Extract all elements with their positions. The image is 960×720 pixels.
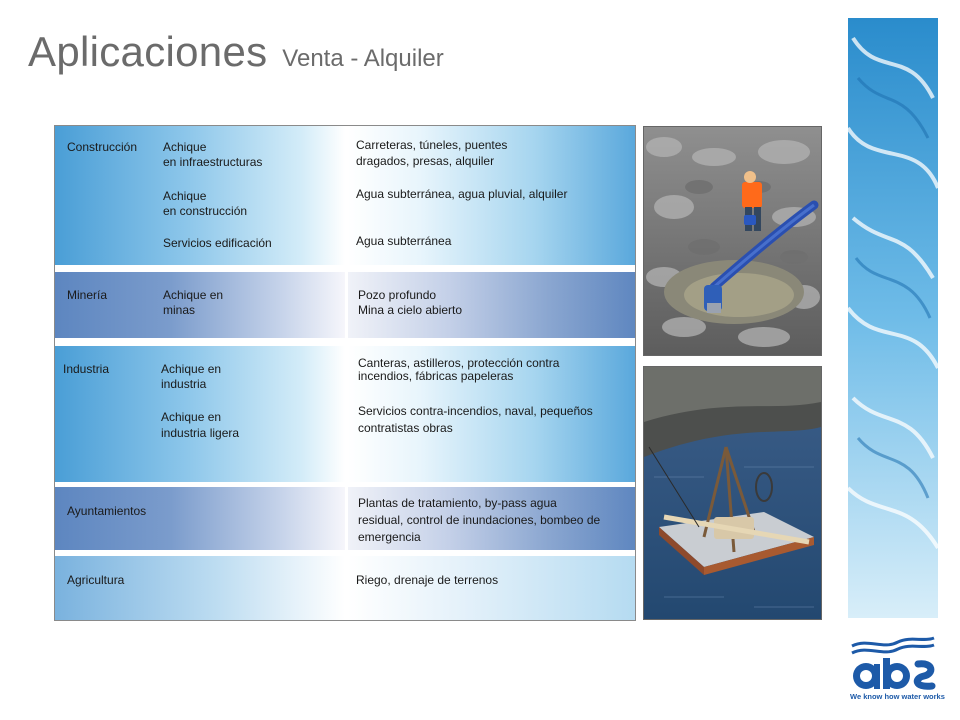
row-industria-right: [348, 346, 635, 482]
use-text: Riego, drenaje de terrenos: [356, 573, 499, 587]
category-label: Construcción: [67, 140, 138, 154]
sub-item: en infraestructuras: [163, 155, 263, 169]
sub-item: Achique: [163, 140, 207, 154]
slide-title-main: Aplicaciones: [28, 28, 268, 75]
sub-item: Achique en: [161, 362, 222, 376]
construction-pump-photo: [643, 126, 822, 356]
sub-item: Achique en: [163, 288, 224, 302]
use-text: Pozo profundo: [358, 288, 437, 302]
water-decoration-strip: [848, 18, 938, 618]
row-agricultura-left: [55, 556, 345, 620]
sub-item: Achique: [163, 189, 207, 203]
construction-photo-illustration: [644, 127, 821, 355]
category-label: Ayuntamientos: [67, 504, 147, 518]
use-text: emergencia: [358, 530, 421, 544]
water-texture-illustration: [848, 18, 938, 618]
sub-item: industria ligera: [161, 426, 240, 440]
category-label: Agricultura: [67, 573, 125, 587]
use-text: Agua subterránea, agua pluvial, alquiler: [356, 187, 568, 201]
sub-item: Achique en: [161, 410, 222, 424]
category-label: Industria: [63, 362, 110, 376]
category-label: Minería: [67, 288, 108, 302]
use-text: Mina a cielo abierto: [358, 303, 463, 317]
use-text: dragados, presas, alquiler: [356, 154, 495, 168]
use-text: Agua subterránea: [356, 234, 452, 248]
row-ayuntamientos-right: [348, 487, 635, 550]
use-text: incendios, fábricas papeleras: [358, 369, 514, 383]
sub-item: industria: [161, 377, 207, 391]
use-text: contratistas obras: [358, 421, 453, 435]
slide-title: [28, 28, 444, 76]
use-text: Plantas de tratamiento, by-pass agua: [358, 496, 557, 510]
row-construccion-left: [55, 126, 345, 265]
brand-tagline: We know how water works: [850, 692, 945, 701]
abs-wave-logo: [848, 636, 938, 692]
use-text: residual, control de inundaciones, bombeo de: [358, 513, 601, 527]
row-agricultura-right: [348, 556, 635, 620]
use-text: Canteras, astilleros, protección contra: [358, 356, 560, 370]
row-mineria-left: [55, 272, 345, 338]
applications-table: [54, 125, 636, 621]
row-construccion-right: [348, 126, 635, 265]
row-ayuntamientos-left: [55, 487, 345, 550]
row-mineria-right: [348, 272, 635, 338]
use-text: Servicios contra-incendios, naval, pequeños: [358, 404, 593, 418]
use-text: Carreteras, túneles, puentes: [356, 138, 508, 152]
sub-item: minas: [163, 303, 196, 317]
sub-item: en construcción: [163, 204, 248, 218]
floating-pump-photo: [643, 366, 822, 620]
row-industria-left: [55, 346, 345, 482]
sub-item: Servicios edificación: [163, 236, 272, 250]
slide-subtitle: Venta - Alquiler: [282, 45, 444, 72]
floating-pump-illustration: [644, 367, 821, 619]
